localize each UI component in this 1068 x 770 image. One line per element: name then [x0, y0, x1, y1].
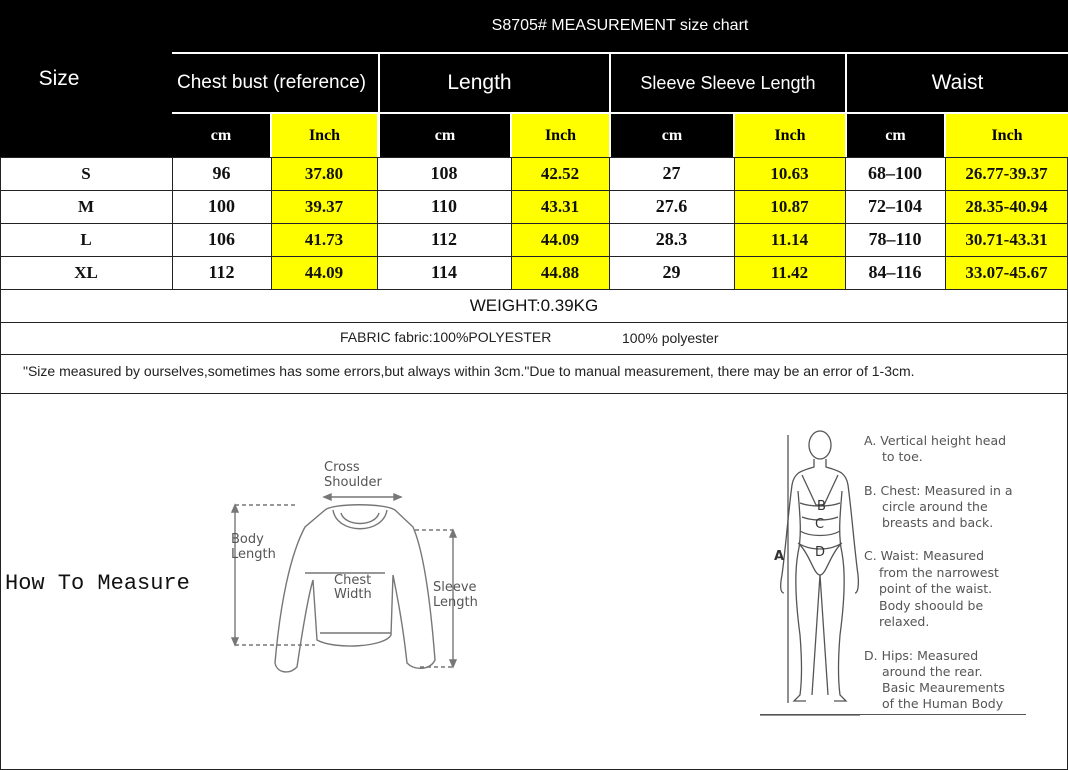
cell-length-inch: 42.52 — [540, 163, 580, 183]
cell-chest-cm: 100 — [208, 196, 235, 216]
cell-waist-cm: 78–110 — [868, 229, 922, 249]
cell-waist-inch: 33.07-45.67 — [965, 262, 1048, 282]
table-row — [0, 256, 172, 289]
note-row — [0, 354, 1068, 393]
chart-title-text: S8705# MEASUREMENT size chart — [491, 17, 749, 34]
measurement-note: "Size measured by ourselves,sometimes has some errors,but always within 3cm."Due to manual measurement, there may be an error of 1-3cm. — [23, 363, 915, 379]
col-divider — [511, 157, 512, 289]
sleeve-length-label-1: Sleeve — [433, 580, 477, 595]
fabric-row — [0, 322, 1068, 354]
note-c-line-5: relaxed. — [879, 614, 930, 629]
col-divider — [945, 157, 946, 289]
cell-waist-cm: 72–104 — [868, 196, 922, 216]
cell-sleeve-inch: 10.87 — [770, 196, 809, 216]
cell-length-cm: 110 — [430, 196, 457, 216]
note-b-line-3: breasts and back. — [882, 515, 994, 530]
cell-waist-cm: 68–100 — [868, 163, 922, 183]
unit-cm-length: cm — [380, 114, 510, 157]
cell-sleeve-inch: 11.42 — [770, 262, 809, 282]
letter-a: A — [774, 549, 785, 564]
note-b-line-2: circle around the — [882, 499, 988, 514]
unit-cm-chest: cm — [172, 114, 270, 157]
unit-inch-length: Inch — [512, 114, 609, 157]
table-row — [0, 190, 172, 223]
cell-length-cm: 108 — [430, 163, 458, 183]
note-a-line-2: to toe. — [882, 449, 923, 464]
fabric-text: FABRIC fabric:100%POLYESTER — [340, 329, 552, 345]
cell-chest-cm: 96 — [212, 163, 231, 183]
weight-row — [0, 289, 1068, 322]
size-cell: M — [77, 196, 95, 216]
cell-chest-inch: 44.09 — [304, 262, 344, 282]
unit-inch-sleeve: Inch — [735, 114, 845, 157]
col-divider — [172, 157, 173, 289]
cell-waist-inch: 28.35-40.94 — [965, 196, 1048, 216]
cross-shoulder-label-2: Shoulder — [324, 475, 382, 490]
unit-cm-sleeve: cm — [611, 114, 733, 157]
body-length-label-2: Length — [231, 547, 276, 562]
cell-length-cm: 112 — [430, 229, 457, 249]
letter-c: C — [815, 517, 825, 532]
note-d-line-4: of the Human Body — [882, 696, 1004, 711]
note-c-line-3: point of the waist. — [879, 581, 993, 596]
table-row — [0, 223, 172, 256]
cell-sleeve-inch: 11.14 — [770, 229, 809, 249]
cell-length-cm: 114 — [430, 262, 457, 282]
note-d-line-1: D. Hips: Measured — [864, 648, 979, 663]
note-d-line-3: Basic Meaurements — [882, 680, 1005, 695]
cell-chest-cm: 106 — [208, 229, 235, 249]
cell-sleeve-cm: 29 — [662, 262, 681, 282]
body-notes — [862, 430, 1062, 715]
group-header-length: Length — [380, 54, 609, 112]
size-cell: L — [80, 229, 92, 249]
row-divider — [0, 157, 1068, 158]
cell-waist-cm: 84–116 — [868, 262, 922, 282]
size-cell: XL — [74, 262, 98, 282]
body-diagram — [760, 425, 860, 717]
row-divider — [0, 256, 1068, 257]
fabric-text-secondary: 100% polyester — [622, 330, 719, 346]
note-b-line-1: B. Chest: Measured in a — [864, 483, 1013, 498]
sleeve-length-label-2: Length — [433, 595, 478, 610]
size-header-label: Size — [38, 66, 80, 90]
cell-chest-inch: 39.37 — [304, 196, 344, 216]
body-length-label-1: Body — [231, 532, 264, 547]
row-divider — [0, 190, 1068, 191]
cell-waist-inch: 30.71-43.31 — [965, 229, 1048, 249]
unit-inch-waist: Inch — [946, 114, 1068, 157]
note-d-line-2: around the rear. — [882, 664, 983, 679]
cell-sleeve-cm: 28.3 — [655, 229, 688, 249]
cross-shoulder-label-1: Cross — [324, 460, 360, 475]
chest-width-label-2: Width — [334, 587, 372, 602]
weight-text: WEIGHT:0.39KG — [469, 295, 599, 315]
note-a-line-1: A. Vertical height head — [864, 433, 1007, 448]
cell-chest-inch: 37.80 — [304, 163, 344, 183]
cell-waist-inch: 26.77-39.37 — [965, 163, 1048, 183]
group-header-chest: Chest bust (reference) — [165, 54, 378, 112]
table-row — [0, 157, 172, 190]
col-divider — [377, 157, 378, 289]
note-c-line-2: from the narrowest — [879, 565, 999, 580]
group-header-waist: Waist — [847, 54, 1068, 112]
unit-inch-chest: Inch — [272, 114, 377, 157]
cell-sleeve-cm: 27 — [662, 163, 681, 183]
size-header — [0, 0, 118, 157]
letter-b: B — [817, 499, 826, 514]
note-c-line-1: C. Waist: Measured — [864, 548, 985, 563]
chart-title — [172, 0, 1068, 52]
letter-d: D — [815, 545, 826, 560]
size-cell: S — [81, 163, 91, 183]
cell-chest-cm: 112 — [208, 262, 235, 282]
chest-width-label-1: Chest — [334, 573, 372, 588]
col-divider — [734, 157, 735, 289]
cell-length-inch: 44.09 — [540, 229, 580, 249]
col-divider — [845, 157, 846, 289]
group-header-sleeve: Sleeve Sleeve Length — [611, 54, 845, 112]
unit-cm-waist: cm — [847, 114, 944, 157]
row-divider — [0, 223, 1068, 224]
cell-chest-inch: 41.73 — [304, 229, 344, 249]
cell-length-inch: 43.31 — [540, 196, 580, 216]
cell-sleeve-cm: 27.6 — [655, 196, 688, 216]
col-divider — [271, 157, 272, 289]
cell-length-inch: 44.88 — [540, 262, 580, 282]
col-divider — [609, 157, 610, 289]
how-to-measure-title: How To Measure — [5, 571, 190, 596]
note-c-line-4: Body shoould be — [879, 598, 984, 613]
col-divider — [0, 157, 1, 289]
sweater-diagram — [225, 455, 490, 680]
cell-sleeve-inch: 10.63 — [770, 163, 809, 183]
